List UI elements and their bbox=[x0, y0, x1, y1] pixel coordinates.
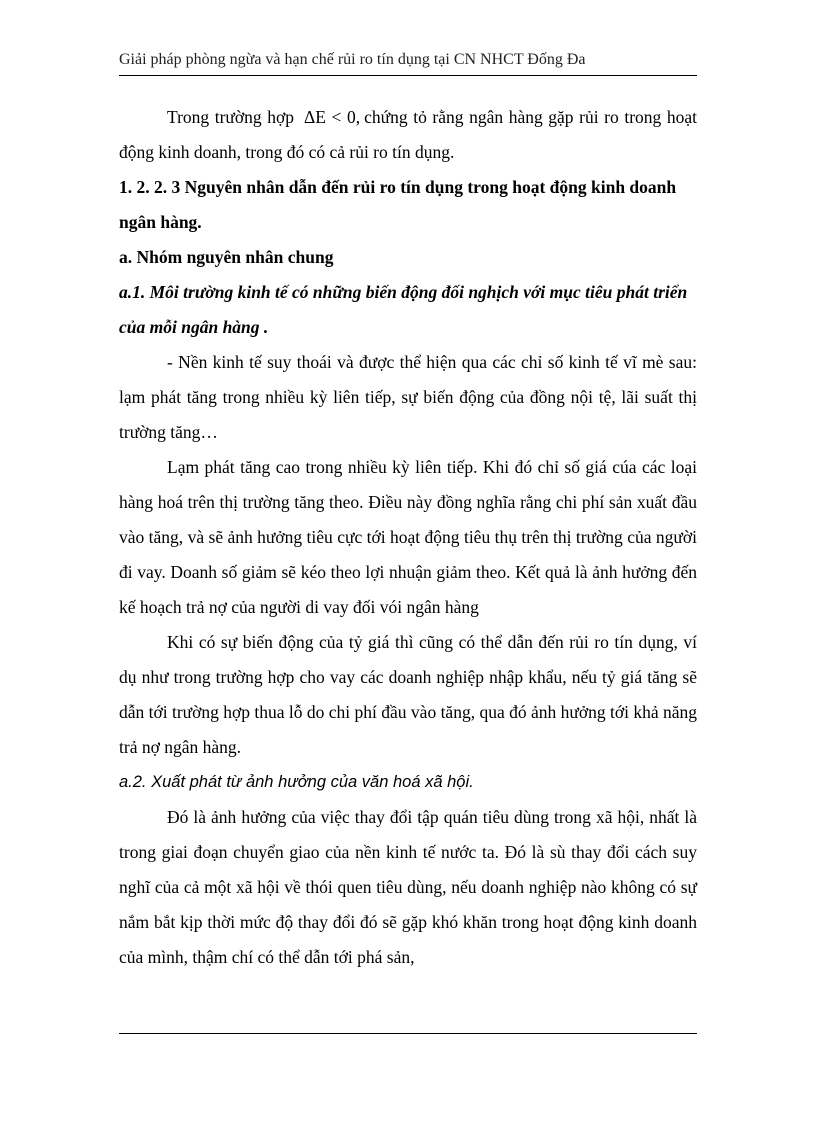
paragraph-exchange-rate: Khi có sự biến động của tỷ giá thì cũng có thể dẫn đến rủi ro tín dụng, ví dụ như trong trường hợp cho vay các doanh nghiệp nhập khẩu, nếu tỷ giá tăng sẽ dẫn tới trường hợp thua lỗ do chi phí đầu vào tăng, qua đó ảnh hưởng tới khả năng trả nợ ngân hàng. bbox=[119, 632, 697, 757]
group-a-heading: a. Nhóm nguyên nhân chung bbox=[119, 247, 334, 267]
page-body bbox=[119, 100, 697, 975]
paragraph-inflation: Lạm phát tăng cao trong nhiều kỳ liên tiếp. Khi đó chỉ số giá cúa các loại hàng hoá trên thị trường tăng theo. Điều này đồng nghĩa rằng chi phí sản xuất đầu vào tăng, và sẽ ảnh hưởng tiêu cực tới hoạt động tiêu thụ trên thị trường của người đi vay. Doanh số giảm sẽ kéo theo lợi nhuận giảm theo. Kết quả là ảnh hưởng đến kế hoạch trả nợ của người di vay đối vói ngân hàng bbox=[119, 457, 697, 617]
paragraph-recession: - Nền kinh tế suy thoái và được thể hiện qua các chỉ số kinh tế vĩ mè sau: lạm phát tăng trong nhiều kỳ liên tiếp, sự biến động của đồng nội tệ, lãi suất thị trường tăng… bbox=[119, 352, 697, 442]
subheading-a1: a.1. Môi trường kinh tế có những biến động đối nghịch với mục tiêu phát triển của mỗi ngân hàng . bbox=[119, 282, 688, 337]
paragraph-delta-e bbox=[119, 100, 697, 170]
subheading-a2: a.2. Xuất phát từ ảnh hưởng của văn hoá xã hội. bbox=[119, 773, 474, 791]
header-divider bbox=[119, 75, 697, 76]
footer-divider bbox=[119, 1033, 697, 1034]
section-heading: 1. 2. 2. 3 Nguyên nhân dẫn đến rủi ro tín dụng trong hoạt động kinh doanh ngân hàng. bbox=[119, 177, 677, 232]
paragraph-delta-prefix: Trong trường hợp bbox=[167, 107, 295, 127]
paragraph-delta-rest: chứng tỏ rằng ngân hàng gặp rủi ro trong hoạt động kinh doanh, trong đó có cả rủi ro tín dụng. bbox=[119, 107, 697, 162]
paragraph-culture: Đó là ảnh hưởng của việc thay đổi tập quán tiêu dùng trong xã hội, nhất là trong giai đoạn chuyển giao của nền kinh tế nước ta. Đó là sù thay đổi cách suy nghĩ của cả một xã hội về thói quen tiêu dùng, nếu doanh nghiệp nào không có sự nắm bắt kịp thời mức độ thay đổi đó sẽ gặp khó khăn trong hoạt động kinh doanh của mình, thậm chí có thể dẫn tới phá sản, bbox=[119, 807, 697, 967]
page-header: Giải pháp phòng ngừa và hạn chế rủi ro tín dụng tại CN NHCT Đống Đa bbox=[119, 51, 586, 68]
delta-e-expression: ΔE < 0, bbox=[304, 107, 361, 127]
